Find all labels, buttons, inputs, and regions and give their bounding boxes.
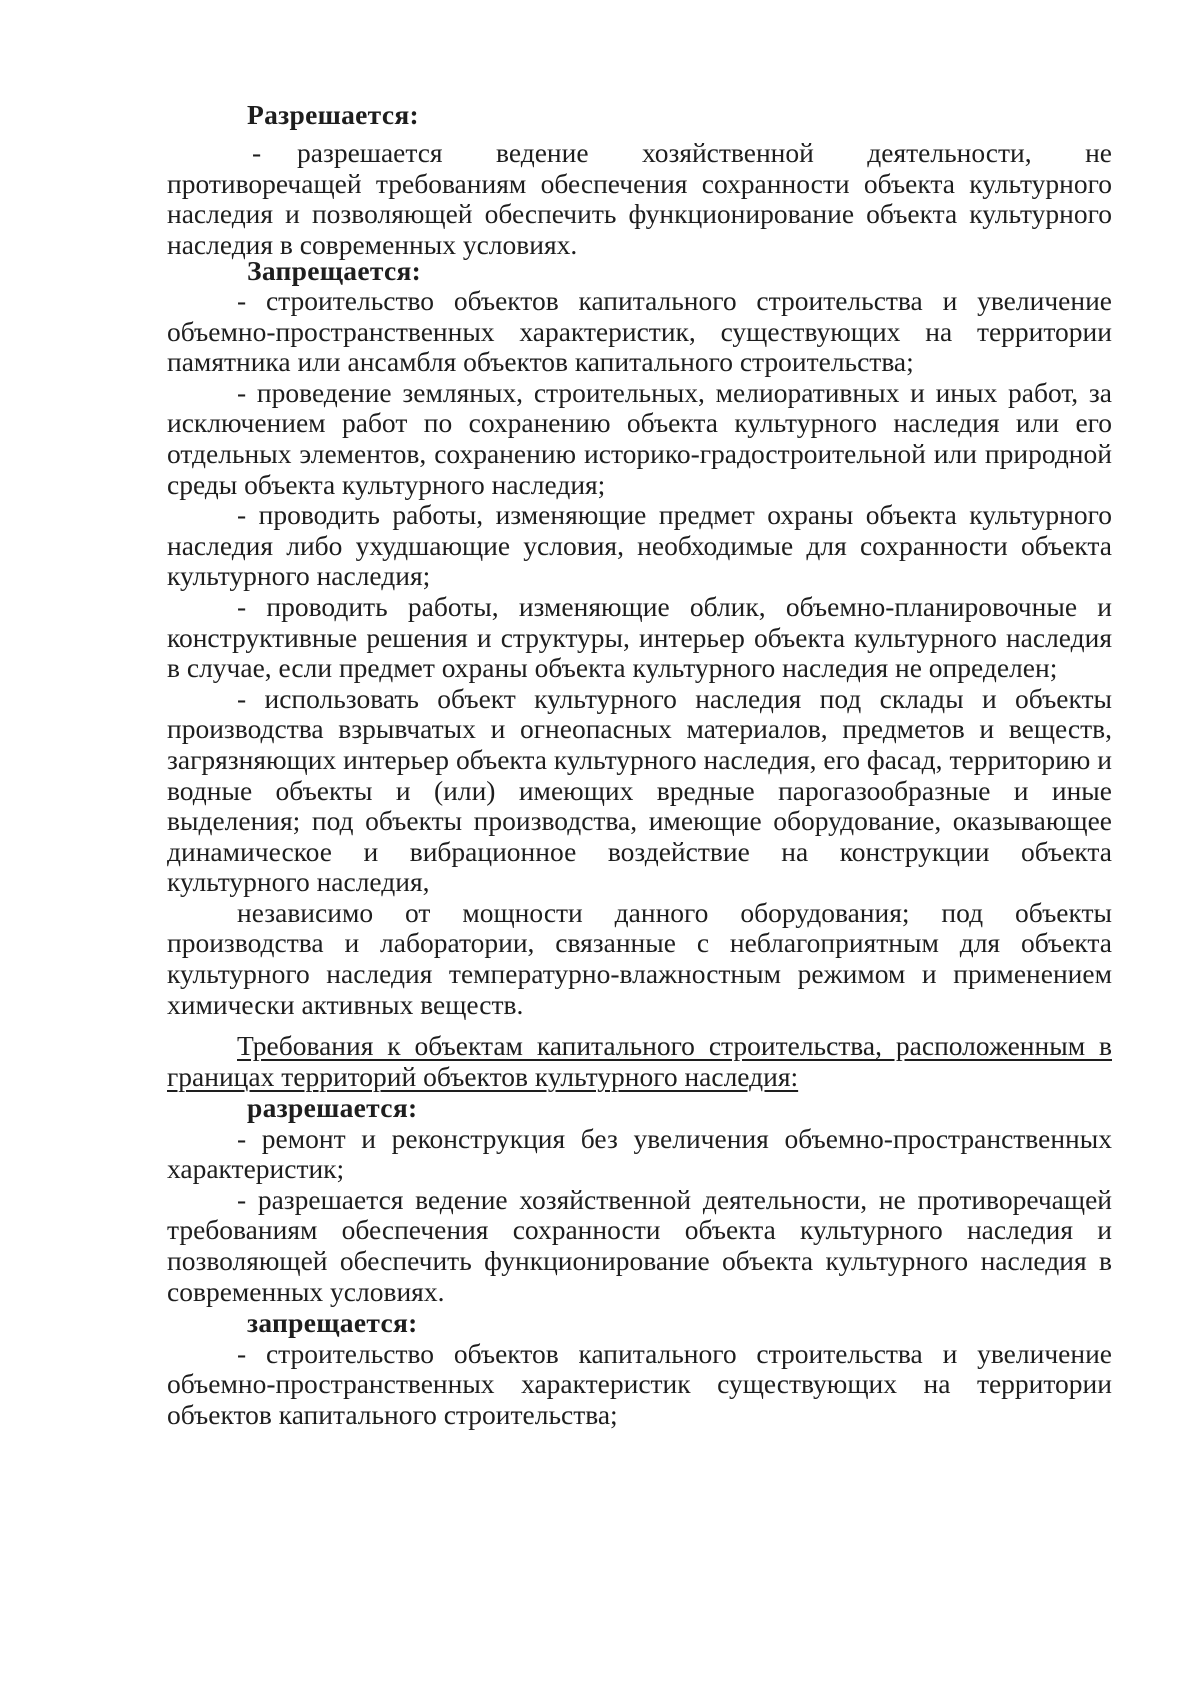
subsection-heading-allowed: разрешается:	[247, 1092, 418, 1123]
forbidden-items	[167, 286, 1112, 1020]
requirements-title: Требования к объектам капитального строительства, расположенным в границах территорий объектов культурного наследия:	[167, 1030, 1112, 1092]
forbidden-item-6: независимо от мощности данного оборудования; под объекты производства и лаборатории, связанные с неблагоприятным для объекта культурного наследия температурно-влажностным режимом и применением химически активных веществ.	[167, 896, 1112, 1020]
subsection-allowed-item-1: - ремонт и реконструкция без увеличения объемно-пространственных характеристик;	[167, 1122, 1112, 1185]
section-heading-allowed: Разрешается:	[247, 99, 419, 130]
section-allowed	[167, 100, 1112, 131]
forbidden-item-3: - проводить работы, изменяющие предмет охраны объекта культурного наследия либо ухудшающие условия, необходимые для сохранности объекта культурного наследия;	[167, 499, 1112, 592]
forbidden-item-2: - проведение земляных, строительных, мелиоративных и иных работ, за исключением работ по сохранению объекта культурного наследия или его отдельных элементов, сохранению историко-градостроительной или природной среды объекта культурного наследия;	[167, 376, 1112, 500]
section-heading-forbidden: Запрещается:	[247, 255, 422, 286]
requirements-block	[167, 1031, 1112, 1092]
dash-mark: -	[252, 137, 262, 168]
allowed-item-1	[167, 138, 1112, 260]
forbidden-item-5: - использовать объект культурного наследия под склады и объекты производства взрывчатых и огнеопасных материалов, предметов и веществ, загрязняющих интерьер объекта культурного наследия, его фасад, территорию и водные объекты и (или) имеющих вредные парогазообразные и иные выделения; под объекты производства, имеющие оборудование, оказывающее динамическое и вибрационное воздействие на конструкции объекта культурного наследия,	[167, 682, 1112, 898]
subsection-forbidden-item-1: - строительство объектов капитального строительства и увеличение объемно-пространственных характеристик существующих на территории объектов капитального строительства;	[167, 1337, 1112, 1430]
subsection-heading-forbidden: запрещается:	[247, 1307, 418, 1338]
subsection-forbidden	[167, 1308, 1112, 1430]
section-forbidden	[167, 256, 1112, 287]
forbidden-item-1: - строительство объектов капитального строительства и увеличение объемно-пространственных характеристик, существующих на территории памятника или ансамбля объектов капитального строительства;	[167, 285, 1112, 378]
forbidden-item-4: - проводить работы, изменяющие облик, объемно-планировочные и конструктивные решения и структуры, интерьер объекта культурного наследия в случае, если предмет охраны объекта культурного наследия не определен;	[167, 590, 1112, 684]
allowed-item-block	[167, 138, 1112, 260]
subsection-allowed-item-2: - разрешается ведение хозяйственной деятельности, не противоречащей требованиям обеспечения сохранности объекта культурного наследия и позволяющей обеспечить функционирование объекта культурного наследия в современных условиях.	[167, 1183, 1112, 1307]
allowed-item-1-text: разрешается ведение хозяйственной деятельности, не противоречащей требованиям обеспечения сохранности объекта культурного наследия и позволяющей обеспечить функционирование объекта культурного наследия в современных условиях.	[167, 137, 1112, 260]
subsection-allowed	[167, 1093, 1112, 1307]
